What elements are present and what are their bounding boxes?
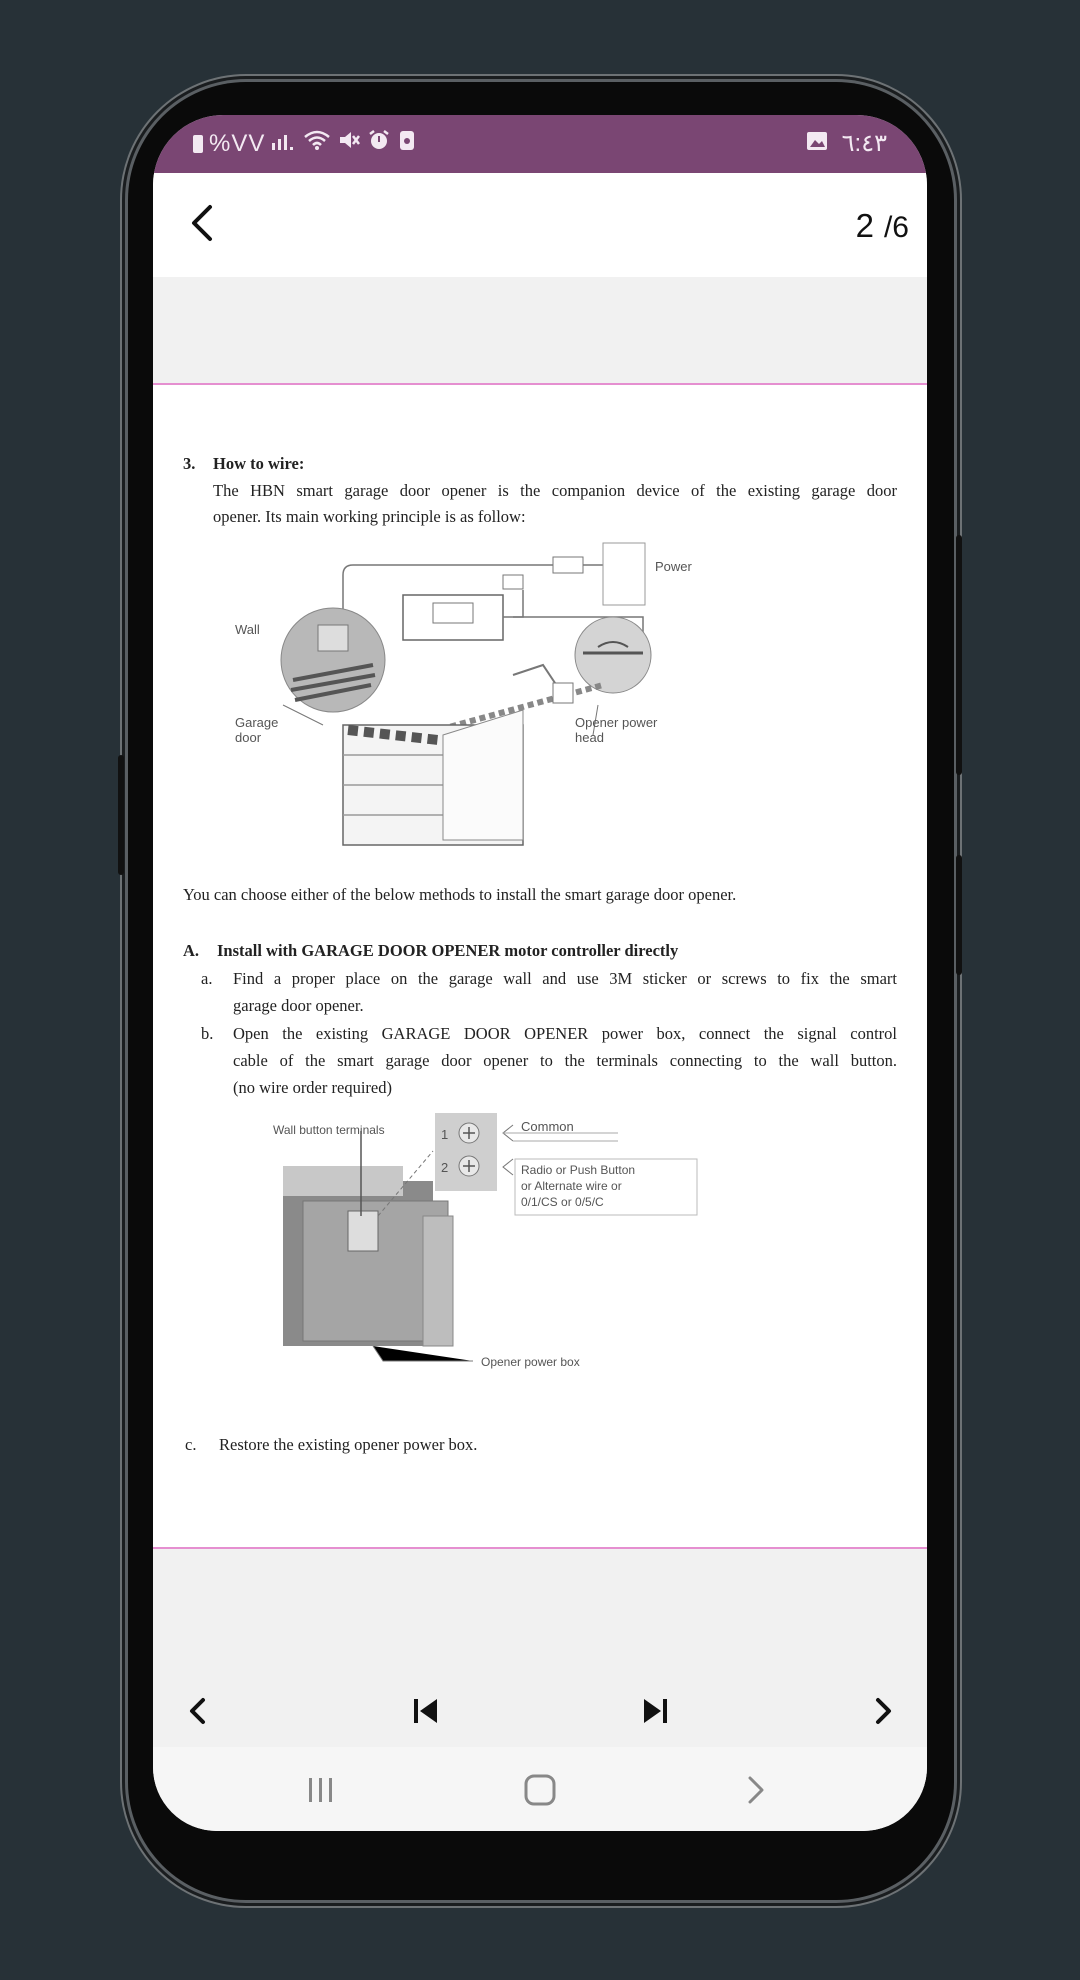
step-b-line-2: cable of the smart garage door opener to the terminals connecting to the wall button.: [233, 1051, 897, 1070]
terminal-illustration: [273, 1111, 793, 1381]
method-a-letter: A.: [183, 941, 200, 960]
step-c-text: Restore the existing opener power box.: [219, 1435, 478, 1454]
app-bar: [153, 173, 927, 277]
method-a-title: Install with GARAGE DOOR OPENER motor controller directly: [217, 941, 679, 960]
chevron-left-icon: [188, 203, 218, 243]
label-radio-3: 0/1/CS or 0/5/C: [521, 1195, 604, 1209]
page-indicator: [856, 207, 909, 245]
skip-to-start-icon: [411, 1696, 441, 1726]
recent-apps-icon: [306, 1775, 336, 1805]
back-button[interactable]: [175, 195, 231, 251]
terminal-1-label: 1: [441, 1127, 449, 1142]
wiring-diagram-overview: [223, 535, 743, 855]
battery-percent: %VV: [209, 129, 266, 157]
battery-icon: [193, 135, 203, 153]
chevron-right-icon: [871, 1696, 895, 1726]
section-title: How to wire:: [213, 454, 305, 473]
wifi-icon: [303, 129, 331, 158]
screen: [153, 115, 927, 1831]
label-wall: Wall: [235, 622, 260, 637]
bixby-button: [956, 855, 962, 975]
overview-illustration: [223, 535, 743, 855]
skip-to-end-icon: [640, 1696, 670, 1726]
recent-apps-button[interactable]: [291, 1765, 351, 1815]
step-b-letter: b.: [201, 1024, 214, 1043]
system-back-button[interactable]: [726, 1765, 786, 1815]
lock-icon: [397, 129, 417, 158]
label-radio-1: Radio or Push Button: [521, 1163, 636, 1177]
step-a-line-2: garage door opener.: [233, 996, 364, 1015]
total-pages: /6: [883, 211, 909, 244]
step-b-line-1: Open the existing GARAGE DOOR OPENER power box, connect the signal control: [233, 1024, 897, 1043]
step-c-letter: c.: [185, 1435, 197, 1454]
current-page: 2: [855, 207, 874, 244]
next-page-button[interactable]: [855, 1683, 911, 1739]
alarm-icon: [367, 129, 391, 158]
last-page-button[interactable]: [627, 1683, 683, 1739]
label-garage-door-1: Garage: [235, 715, 279, 730]
section-number: 3.: [183, 454, 196, 473]
label-radio-2: or Alternate wire or: [521, 1179, 622, 1193]
wiring-diagram-terminals: [273, 1111, 793, 1381]
page-navigation-bar: [153, 1671, 927, 1747]
chevron-left-icon: [186, 1696, 210, 1726]
first-page-button[interactable]: [398, 1683, 454, 1739]
step-a-line-1: Find a proper place on the garage wall and use 3M sticker or screws to fix the smart: [233, 969, 897, 988]
signal-icon: [271, 130, 297, 158]
home-icon: [523, 1773, 557, 1807]
previous-page-button[interactable]: [170, 1683, 226, 1739]
home-button[interactable]: [510, 1765, 570, 1815]
status-right: [806, 129, 887, 158]
terminal-2-label: 2: [441, 1160, 449, 1175]
chevron-right-icon: [744, 1773, 768, 1807]
volume-button: [118, 755, 124, 875]
label-garage-door-2: door: [235, 730, 262, 745]
label-opener-power-2: head: [575, 730, 604, 745]
intro-line-2: opener. Its main working principle is as follow:: [213, 507, 526, 526]
clock-time: ٦:٤٣: [841, 130, 887, 157]
step-b-line-3: (no wire order required): [233, 1078, 392, 1097]
label-common: Common: [521, 1119, 574, 1134]
status-bar: [153, 115, 927, 173]
status-left: [193, 129, 417, 158]
power-button: [956, 535, 962, 775]
pdf-page[interactable]: [153, 383, 927, 1549]
label-opener-box: Opener power box: [481, 1355, 580, 1369]
system-navigation-bar: [153, 1747, 927, 1831]
choose-method-text: You can choose either of the below methods to install the smart garage door opener.: [183, 885, 737, 904]
label-wall-terminals: Wall button terminals: [273, 1123, 385, 1137]
step-a-letter: a.: [201, 969, 213, 988]
mute-icon: [337, 129, 361, 158]
gallery-icon: [806, 130, 828, 158]
label-opener-power-1: Opener power: [575, 715, 658, 730]
label-power: Power: [655, 559, 692, 574]
intro-line-1: The HBN smart garage door opener is the companion device of the existing garage door: [213, 481, 897, 500]
